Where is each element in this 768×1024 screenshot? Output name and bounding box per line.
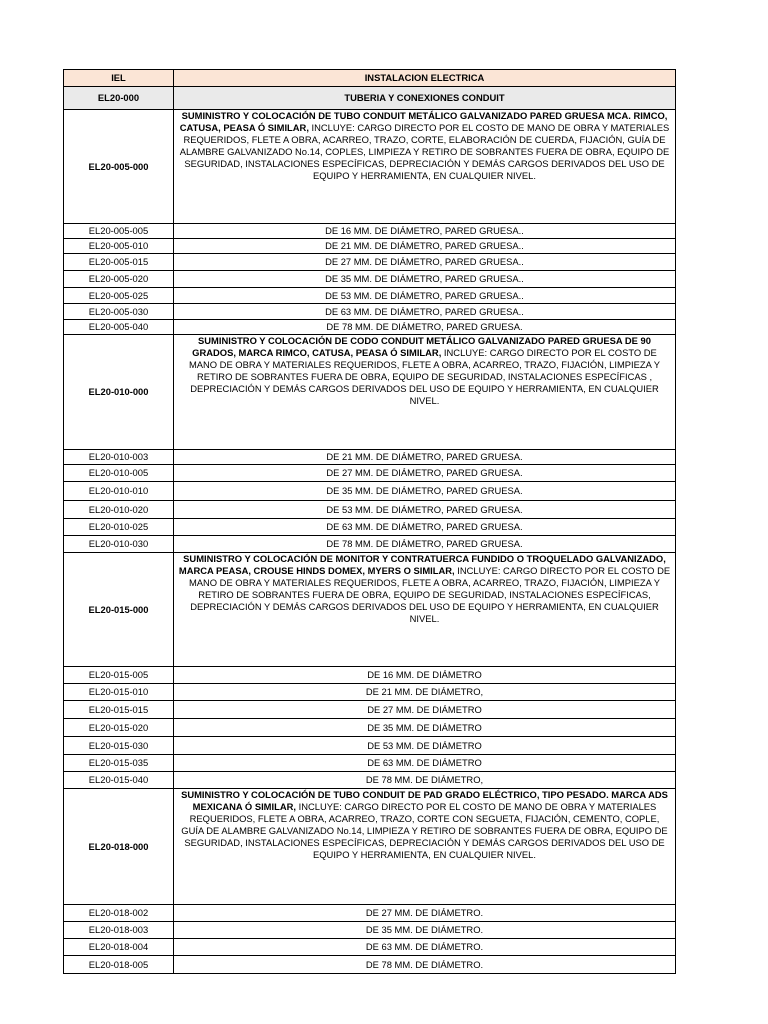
item-code-cell: EL20-010-003 [64,450,174,465]
group-code-cell: EL20-018-000 [64,789,174,905]
item-description-cell: DE 21 MM. DE DIÁMETRO, PARED GRUESA.. [174,239,676,254]
item-description-cell: DE 21 MM. DE DIÁMETRO, [174,684,676,701]
item-row [64,501,676,519]
item-row [64,254,676,271]
item-code-cell: EL20-015-010 [64,684,174,701]
item-row [64,755,676,772]
item-code-cell: EL20-005-020 [64,271,174,288]
group-row [64,789,676,905]
item-row [64,737,676,755]
item-row [64,224,676,239]
item-description-cell: DE 21 MM. DE DIÁMETRO, PARED GRUESA. [174,450,676,465]
item-description-cell: DE 35 MM. DE DIÁMETRO [174,719,676,737]
item-code-cell: EL20-018-004 [64,939,174,956]
item-description-cell: DE 78 MM. DE DIÁMETRO, [174,772,676,789]
item-code-cell: EL20-015-035 [64,755,174,772]
item-description-cell: DE 53 MM. DE DIÁMETRO, PARED GRUESA.. [174,288,676,304]
group-description-cell [174,789,676,905]
group-row [64,553,676,667]
catalog-table [63,69,676,974]
item-description-cell: DE 35 MM. DE DIÁMETRO. [174,922,676,939]
item-row [64,536,676,553]
item-description-cell: DE 63 MM. DE DIÁMETRO [174,755,676,772]
item-row [64,519,676,536]
item-code-cell: EL20-010-030 [64,536,174,553]
section-title-cell: TUBERIA Y CONEXIONES CONDUIT [174,87,676,110]
header-code-cell: IEL [64,70,174,87]
item-row [64,922,676,939]
item-code-cell: EL20-005-010 [64,239,174,254]
item-code-cell: EL20-018-003 [64,922,174,939]
item-description-cell: DE 78 MM. DE DIÁMETRO. [174,956,676,974]
item-row [64,239,676,254]
group-title: SUMINISTRO Y COLOCACIÓN DE CODO CONDUIT METÁLICO GALVANIZADO PARED GRUESA DE 90 GRADOS, MARCA RIMCO, CATUSA, PEASA Ó SIMILAR, [192,335,651,358]
item-description-cell: DE 27 MM. DE DIÁMETRO [174,701,676,719]
item-row [64,304,676,320]
item-row [64,939,676,956]
item-code-cell: EL20-005-025 [64,288,174,304]
item-description-cell: DE 27 MM. DE DIÁMETRO, PARED GRUESA. [174,465,676,482]
item-description-cell: DE 35 MM. DE DIÁMETRO, PARED GRUESA. [174,482,676,501]
item-code-cell: EL20-015-040 [64,772,174,789]
group-code-cell: EL20-005-000 [64,110,174,224]
item-description-cell: DE 78 MM. DE DIÁMETRO, PARED GRUESA. [174,320,676,335]
item-description-cell: DE 63 MM. DE DIÁMETRO, PARED GRUESA.. [174,304,676,320]
group-description-cell [174,553,676,667]
item-description-cell: DE 63 MM. DE DIÁMETRO, PARED GRUESA. [174,519,676,536]
item-row [64,772,676,789]
group-row [64,335,676,450]
item-code-cell: EL20-010-020 [64,501,174,519]
item-code-cell: EL20-005-040 [64,320,174,335]
item-description-cell: DE 27 MM. DE DIÁMETRO. [174,905,676,922]
group-text: INCLUYE: CARGO DIRECTO POR EL COSTO DE MANO DE OBRA Y MATERIALES REQUERIDOS, FLETE A OBRA, ACARREO, TRAZO, CORTE, ELABORACIÓN DE CUERDA, FIJACIÓN, GUÍA DE ALAMBRE GALVANIZADO No.14, COPLES, LIMPIEZA Y RETIRO DE SOBRANTES FUERA DE OBRA, EQUIPO DE SEGURIDAD, INSTALACIONES ESPECÍFICAS, DEPRECIACIÓN Y DEMÁS CARGOS DERIVADOS DEL USO DE EQUIPO Y HERRAMIENTA, EN CUALQUIER NIVEL. [179,122,670,181]
item-code-cell: EL20-005-005 [64,224,174,239]
group-description-cell [174,110,676,224]
item-description-cell: DE 53 MM. DE DIÁMETRO, PARED GRUESA. [174,501,676,519]
group-description-cell [174,335,676,450]
header-title-cell: INSTALACION ELECTRICA [174,70,676,87]
section-code-cell: EL20-000 [64,87,174,110]
item-row [64,288,676,304]
item-row [64,956,676,974]
section-row [64,87,676,110]
item-row [64,684,676,701]
item-code-cell: EL20-015-015 [64,701,174,719]
item-code-cell: EL20-010-010 [64,482,174,501]
group-text: INCLUYE: CARGO DIRECTO POR EL COSTO DE MANO DE OBRA Y MATERIALES REQUERIDOS, FLETE A OBRA, ACARREO, TRAZO, CORTE CON SEGUETA, FIJACIÓN, CEMENTO, COPLE, GUÍA DE ALAMBRE GALVANIZADO No.14, LIMPIEZA Y RETIRO DE SOBRANTES FUERA DE OBRA, EQUIPO DE SEGURIDAD, INSTALACIONES ESPECÍFICAS, DEPRECIACIÓN Y DEMÁS CARGOS DERIVADOS DEL USO DE EQUIPO Y HERRAMIENTA, EN CUALQUIER NIVEL. [181,801,668,860]
group-row [64,110,676,224]
item-description-cell: DE 35 MM. DE DIÁMETRO, PARED GRUESA.. [174,271,676,288]
item-code-cell: EL20-018-005 [64,956,174,974]
item-code-cell: EL20-015-020 [64,719,174,737]
item-row [64,701,676,719]
item-code-cell: EL20-010-005 [64,465,174,482]
item-row [64,719,676,737]
item-description-cell: DE 27 MM. DE DIÁMETRO, PARED GRUESA.. [174,254,676,271]
item-row [64,905,676,922]
item-row [64,320,676,335]
item-code-cell: EL20-018-002 [64,905,174,922]
item-code-cell: EL20-015-030 [64,737,174,755]
group-text: INCLUYE: CARGO DIRECTO POR EL COSTO DE MANO DE OBRA Y MATERIALES REQUERIDOS, FLETE A OBRA, ACARREO, TRAZO, FIJACIÓN, LIMPIEZA Y RETIRO DE SOBRANTES FUERA DE OBRA, EQUIPO DE SEGURIDAD, INSTALACIONES ESPECÍFICAS , DEPRECIACIÓN Y DEMÁS CARGOS DERIVADOS DEL USO DE EQUIPO Y HERRAMIENTA, EN CUALQUIER NIVEL. [188,347,661,406]
group-code-cell: EL20-010-000 [64,335,174,450]
item-row [64,450,676,465]
item-description-cell: DE 16 MM. DE DIÁMETRO [174,667,676,684]
item-row [64,667,676,684]
group-code-cell: EL20-015-000 [64,553,174,667]
item-code-cell: EL20-015-005 [64,667,174,684]
group-title: SUMINISTRO Y COLOCACIÓN DE TUBO CONDUIT METÁLICO GALVANIZADO PARED GRUESA MCA. RIMCO, CATUSA, PEASA Ó SIMILAR, [179,110,668,133]
group-title: SUMINISTRO Y COLOCACIÓN DE TUBO CONDUIT DE PAD GRADO ELÉCTRICO, TIPO PESADO. MARCA ADS MEXICANA Ó SIMILAR, [181,789,668,812]
item-row [64,482,676,501]
item-description-cell: DE 78 MM. DE DIÁMETRO, PARED GRUESA. [174,536,676,553]
item-row [64,465,676,482]
item-code-cell: EL20-005-030 [64,304,174,320]
item-description-cell: DE 53 MM. DE DIÁMETRO [174,737,676,755]
item-description-cell: DE 16 MM. DE DIÁMETRO, PARED GRUESA.. [174,224,676,239]
header-row [64,70,676,87]
item-code-cell: EL20-005-015 [64,254,174,271]
group-text: INCLUYE: CARGO DIRECTO POR EL COSTO DE MANO DE OBRA Y MATERIALES REQUERIDOS, FLETE A OBRA, ACARREO, TRAZO, FIJACIÓN, LIMPIEZA Y RETIRO DE SOBRANTES FUERA DE OBRA, EQUIPO DE SEGURIDAD, INSTALACIONES ESPECÍFICAS, DEPRECIACIÓN Y DEMÁS CARGOS DERIVADOS DEL USO DE EQUIPO Y HERRAMIENTA, EN CUALQUIER NIVEL. [188,565,671,624]
item-code-cell: EL20-010-025 [64,519,174,536]
item-description-cell: DE 63 MM. DE DIÁMETRO. [174,939,676,956]
group-title: SUMINISTRO Y COLOCACIÓN DE MONITOR Y CONTRATUERCA FUNDIDO O TROQUELADO GALVANIZADO, MARCA PEASA, CROUSE HINDS DOMEX, MYERS O SIMILAR, [178,553,666,576]
item-row [64,271,676,288]
